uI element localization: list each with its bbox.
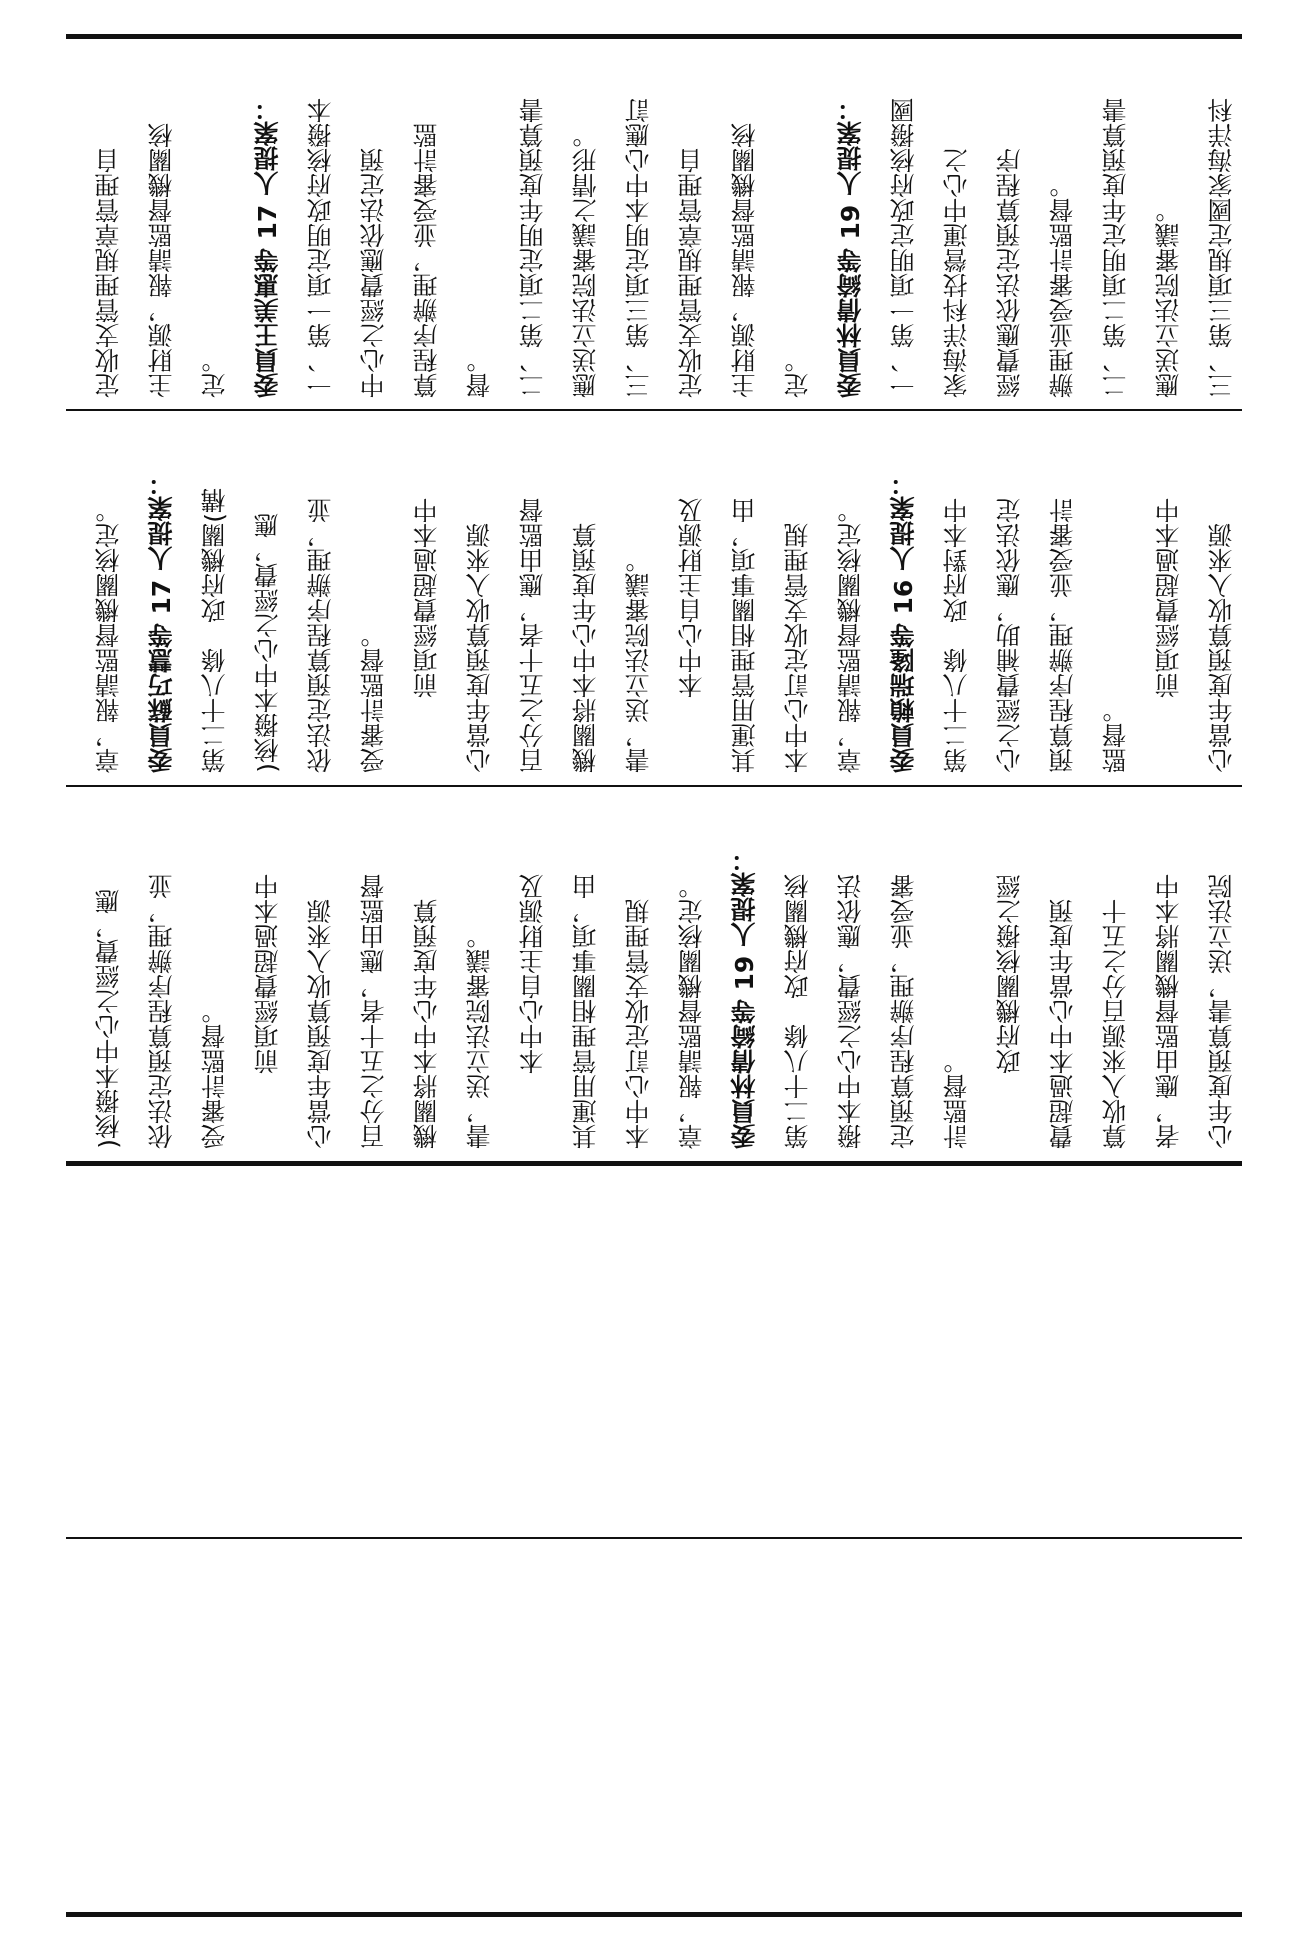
text-line: 機關將本中心年度預算	[571, 523, 600, 773]
text-line: 家海洋科技營運中心之	[942, 148, 971, 398]
text-line: 主財源，報請監督機關核	[147, 123, 176, 398]
text-line: 定。	[200, 348, 229, 398]
text-line: 定收支管理規章管理自	[677, 148, 706, 398]
text-line: 政府機關核撥之經	[995, 874, 1024, 1074]
text-line: 辦理並受審計監督。	[1048, 173, 1077, 398]
text-line: 依法定預算程序辦理，並	[306, 498, 335, 773]
text-line: 心之經費補助，應依法定	[995, 498, 1024, 773]
text-line: 三、第三項規定國家海洋科	[1207, 98, 1236, 398]
text-line: )核撥本中心之經費，應	[94, 889, 123, 1149]
text-line: 心當年度預算收入來源	[465, 523, 494, 773]
text-line: 者，應由監督機關將本中	[1154, 874, 1183, 1149]
text-line: 百分之五十者，應由監督	[359, 874, 388, 1149]
text-line: 二、第二項明定年度預算書	[1101, 98, 1130, 398]
text-line: 心當年度預算收入來源	[1207, 523, 1236, 773]
divider-rule-3	[66, 1161, 1242, 1166]
text-line: 算程序辦理，並受審計監	[412, 123, 441, 398]
text-line: 本中心訂定收支管理規	[783, 523, 812, 773]
text-line: 前項經費超過本中	[1154, 498, 1183, 698]
bottom-rule	[66, 1912, 1242, 1917]
text-line: 章，報請監督機關核定。	[836, 498, 865, 773]
divider-rule-1	[66, 409, 1242, 411]
text-line: 費超過本中心當年度預	[1048, 899, 1077, 1149]
divider-rule-4	[66, 1537, 1242, 1539]
text-line: 受審計監督。	[200, 999, 229, 1149]
top-rule	[66, 34, 1242, 39]
text-line: 二、第二項定明年度預算書	[518, 98, 547, 398]
text-block-3	[66, 791, 1242, 1157]
text-line: 委員林倩綺等 19 人提案：	[836, 95, 865, 398]
text-line: 依法定預算程序辦理，並	[147, 874, 176, 1149]
text-line: 第二十八條 政府機關(構	[200, 488, 229, 773]
text-line: 心當年度預算收入來源	[306, 899, 335, 1149]
text-line: 百分之五十者，應由監督	[518, 498, 547, 773]
text-line: 委員林倩綺等 19 人提案：	[730, 846, 759, 1149]
text-line: 心年度預算書，送立法院	[1207, 874, 1236, 1149]
text-line: 定收支管理規章管理自	[94, 148, 123, 398]
text-line: 一、第一項明定政府核撥國	[889, 98, 918, 398]
text-line: 撥本中心之經費，應依法	[836, 874, 865, 1149]
text-line: 其運用管理相關事項，由	[571, 874, 600, 1149]
text-line: 計監督。	[942, 1049, 971, 1149]
text-line: )核撥本中心之經費，應	[253, 513, 282, 773]
text-line: 三、第三項定明本中心應訂	[624, 98, 653, 398]
text-line: 前項經費超過本中	[412, 498, 441, 698]
text-line: 第二十八條 政府機關核	[783, 874, 812, 1149]
text-line: 算收入來源百分之五十	[1101, 899, 1130, 1149]
divider-rule-2	[66, 785, 1242, 787]
text-line: 經費應依法定預算程序	[995, 148, 1024, 398]
text-line: 預算程序辦理，並受審計	[1048, 498, 1077, 773]
text-line: 本中心自主財源及	[677, 498, 706, 698]
text-line: 定預算程序辦理，並受審	[889, 874, 918, 1149]
text-block-2	[66, 415, 1242, 781]
text-line: 書，送立法院審議。	[465, 924, 494, 1149]
text-line: 應送立法院審議。	[1154, 198, 1183, 398]
text-line: 第二十八條 政府對本中	[942, 498, 971, 773]
text-line: 委員賴瑞隆等 16 人提案：	[889, 470, 918, 773]
text-line: 本中心訂定收支管理規	[624, 899, 653, 1149]
text-line: 章，報請監督機關核定。	[677, 874, 706, 1149]
text-line: 應送立法院審議之情形。	[571, 123, 600, 398]
text-line: 中心之經費應依法定預	[359, 148, 388, 398]
text-line: 機關將本中心年度預算	[412, 899, 441, 1149]
text-line: 書，送立法院審議。	[624, 548, 653, 773]
text-line: 監督。	[1101, 698, 1130, 773]
text-line: 其運用管理相關事項，由	[730, 498, 759, 773]
text-line: 委員王美惠等 17 人提案：	[253, 95, 282, 398]
text-line: 委員蘇巧慧等 17 人提案：	[147, 470, 176, 773]
text-line: 主財源，報請監督機關核	[730, 123, 759, 398]
text-line: 定。	[783, 348, 812, 398]
text-block-1	[66, 40, 1242, 406]
text-line: 一、第一項定明政府核撥本	[306, 98, 335, 398]
text-line: 前項經費超過本中	[253, 874, 282, 1074]
text-line: 章，報請監督機關核定。	[94, 498, 123, 773]
text-line: 本中心自主財源及	[518, 874, 547, 1074]
text-line: 督。	[465, 348, 494, 398]
text-line: 受審計監督。	[359, 623, 388, 773]
